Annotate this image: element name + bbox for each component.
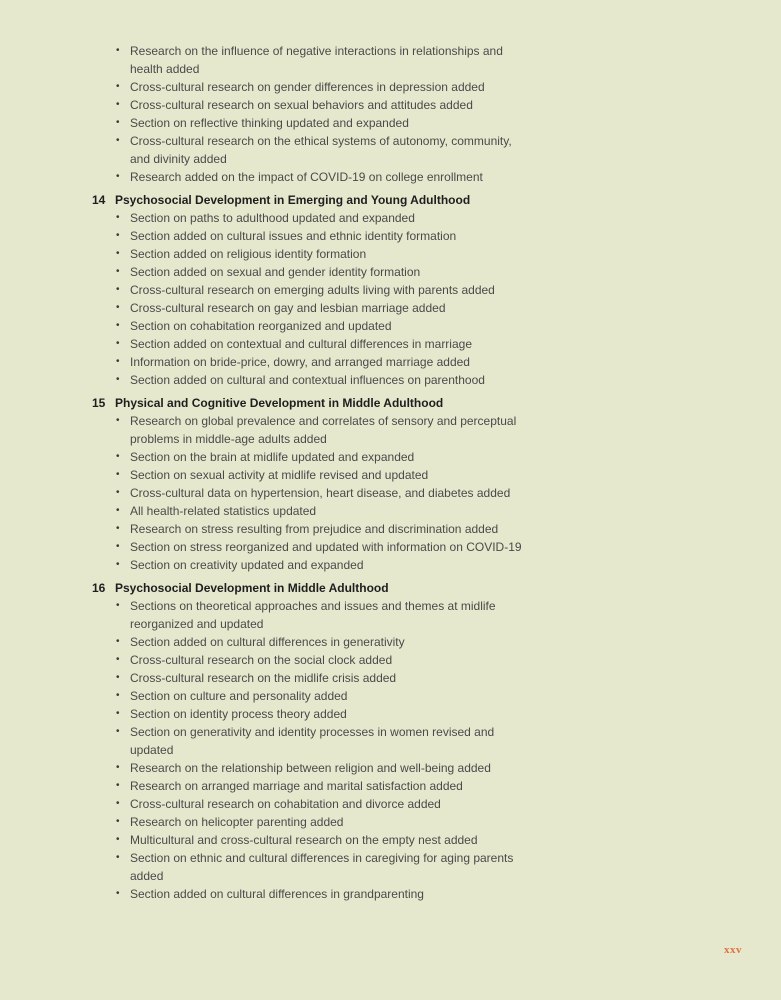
- bullet: •: [116, 654, 120, 665]
- bullet: •: [116, 672, 120, 683]
- section-list: [92, 209, 732, 389]
- bullet: •: [116, 600, 120, 611]
- list-item-text: Section added on cultural differences in grandparenting: [130, 887, 424, 901]
- bullet: •: [116, 469, 120, 480]
- section-number: 14: [92, 193, 106, 207]
- list-item: [92, 263, 732, 281]
- list-item-text: Section added on religious identity formation: [130, 247, 367, 261]
- bullet: •: [116, 559, 120, 570]
- list-item-text: Section added on cultural issues and ethnic identity formation: [130, 229, 457, 243]
- list-item-text: Cross-cultural research on gay and lesbian marriage added: [130, 301, 446, 315]
- list-item-text: All health-related statistics updated: [130, 504, 317, 518]
- list-item-text: Research added on the impact of COVID-19 on college enrollment: [130, 170, 483, 184]
- list-item: [92, 484, 732, 502]
- list-item-text: Research on the influence of negative interactions in relationships and health added: [130, 44, 503, 76]
- bullet: •: [116, 356, 120, 367]
- list-item: [92, 723, 732, 759]
- list-item: [92, 597, 732, 633]
- bullet: •: [116, 374, 120, 385]
- list-item-text: Section on the brain at midlife updated and expanded: [130, 450, 415, 464]
- bullet: •: [116, 171, 120, 182]
- list-item: [92, 633, 732, 651]
- list-item: [92, 317, 732, 335]
- section-title: Psychosocial Development in Emerging and Young Adulthood: [115, 193, 471, 207]
- list-item-text: Cross-cultural research on the ethical systems of autonomy, community, and divinity added: [130, 134, 512, 166]
- list-item: [92, 556, 732, 574]
- list-item: [92, 353, 732, 371]
- list-item: [92, 114, 732, 132]
- list-item: [92, 759, 732, 777]
- section-heading: [92, 579, 732, 597]
- list-item: [92, 448, 732, 466]
- list-item-text: Cross-cultural research on emerging adults living with parents added: [130, 283, 495, 297]
- list-item: [92, 245, 732, 263]
- list-item: [92, 777, 732, 795]
- section-title: Psychosocial Development in Middle Adulthood: [115, 581, 389, 595]
- list-item-text: Section on identity process theory added: [130, 707, 347, 721]
- list-item: [92, 371, 732, 389]
- bullet: •: [116, 248, 120, 259]
- bullet: •: [116, 487, 120, 498]
- list-item: [92, 669, 732, 687]
- list-item: [92, 687, 732, 705]
- bullet: •: [116, 834, 120, 845]
- list-item: [92, 335, 732, 353]
- bullet: •: [116, 117, 120, 128]
- list-item-text: Section on sexual activity at midlife revised and updated: [130, 468, 429, 482]
- bullet: •: [116, 415, 120, 426]
- list-item: [92, 651, 732, 669]
- list-item-text: Cross-cultural research on sexual behaviors and attitudes added: [130, 98, 473, 112]
- list-item: [92, 705, 732, 723]
- bullet: •: [116, 780, 120, 791]
- bullet: •: [116, 690, 120, 701]
- list-item: [92, 78, 732, 96]
- bullet: •: [116, 81, 120, 92]
- list-item-text: Section on cohabitation reorganized and updated: [130, 319, 392, 333]
- list-item-text: Cross-cultural data on hypertension, heart disease, and diabetes added: [130, 486, 511, 500]
- list-item-text: Research on global prevalence and correlates of sensory and perceptual problems in middle-age adults added: [130, 414, 517, 446]
- bullet: •: [116, 816, 120, 827]
- bullet: •: [116, 212, 120, 223]
- section-number: 15: [92, 396, 106, 410]
- section-heading: [92, 394, 732, 412]
- bullet: •: [116, 762, 120, 773]
- bullet: •: [116, 99, 120, 110]
- list-item-text: Cross-cultural research on cohabitation and divorce added: [130, 797, 441, 811]
- list-item-text: Section on reflective thinking updated and expanded: [130, 116, 409, 130]
- list-item: [92, 299, 732, 317]
- list-item-text: Section added on contextual and cultural differences in marriage: [130, 337, 472, 351]
- list-item-text: Research on helicopter parenting added: [130, 815, 344, 829]
- bullet: •: [116, 45, 120, 56]
- section-14: [92, 191, 732, 389]
- bullet: •: [116, 708, 120, 719]
- bullet: •: [116, 888, 120, 899]
- section-15: [92, 394, 732, 574]
- list-item-text: Information on bride-price, dowry, and arranged marriage added: [130, 355, 470, 369]
- list-item-text: Section added on sexual and gender identity formation: [130, 265, 421, 279]
- list-item: [92, 849, 732, 885]
- bullet: •: [116, 798, 120, 809]
- list-item-text: Cross-cultural research on the social clock added: [130, 653, 393, 667]
- list-item: [92, 209, 732, 227]
- list-item: [92, 795, 732, 813]
- list-item-text: Section added on cultural and contextual influences on parenthood: [130, 373, 485, 387]
- section-list: [92, 412, 732, 574]
- list-item: [92, 96, 732, 114]
- list-item: [92, 885, 732, 903]
- bullet: •: [116, 505, 120, 516]
- intro-list: [92, 42, 732, 186]
- bullet: •: [116, 135, 120, 146]
- list-item: [92, 281, 732, 299]
- list-item-text: Research on stress resulting from prejudice and discrimination added: [130, 522, 499, 536]
- bullet: •: [116, 284, 120, 295]
- bullet: •: [116, 338, 120, 349]
- list-item-text: Section on paths to adulthood updated and expanded: [130, 211, 415, 225]
- bullet: •: [116, 230, 120, 241]
- list-item: [92, 502, 732, 520]
- list-item: [92, 132, 732, 168]
- list-item: [92, 831, 732, 849]
- list-item-text: Section on culture and personality added: [130, 689, 348, 703]
- list-item: [92, 813, 732, 831]
- list-item-text: Research on arranged marriage and marital satisfaction added: [130, 779, 463, 793]
- section-list: [92, 597, 732, 903]
- bullet: •: [116, 523, 120, 534]
- list-item: [92, 520, 732, 538]
- list-item-text: Section on stress reorganized and updated with information on COVID-19: [130, 540, 522, 554]
- list-item: [92, 412, 732, 448]
- list-item: [92, 538, 732, 556]
- section-heading: [92, 191, 732, 209]
- bullet: •: [116, 852, 120, 863]
- bullet: •: [116, 302, 120, 313]
- list-item-text: Cross-cultural research on gender differences in depression added: [130, 80, 485, 94]
- list-item-text: Section on creativity updated and expanded: [130, 558, 364, 572]
- bullet: •: [116, 320, 120, 331]
- list-item-text: Section on ethnic and cultural differences in caregiving for aging parents added: [130, 851, 514, 883]
- list-item-text: Cross-cultural research on the midlife crisis added: [130, 671, 397, 685]
- list-item: [92, 168, 732, 186]
- list-item-text: Section added on cultural differences in generativity: [130, 635, 405, 649]
- list-item-text: Multicultural and cross-cultural research on the empty nest added: [130, 833, 478, 847]
- list-item: [92, 466, 732, 484]
- bullet: •: [116, 726, 120, 737]
- list-item-text: Sections on theoretical approaches and issues and themes at midlife reorganized and updated: [130, 599, 496, 631]
- section-title: Physical and Cognitive Development in Middle Adulthood: [115, 396, 444, 410]
- bullet: •: [116, 451, 120, 462]
- bullet: •: [116, 636, 120, 647]
- list-item: [92, 42, 732, 78]
- section-16: [92, 579, 732, 903]
- list-item: [92, 227, 732, 245]
- list-item-text: Research on the relationship between religion and well-being added: [130, 761, 491, 775]
- bullet: •: [116, 541, 120, 552]
- bullet: •: [116, 266, 120, 277]
- page-number: xxv: [724, 944, 742, 956]
- section-number: 16: [92, 581, 106, 595]
- list-item-text: Section on generativity and identity processes in women revised and updated: [130, 725, 495, 757]
- content-column: [92, 42, 732, 903]
